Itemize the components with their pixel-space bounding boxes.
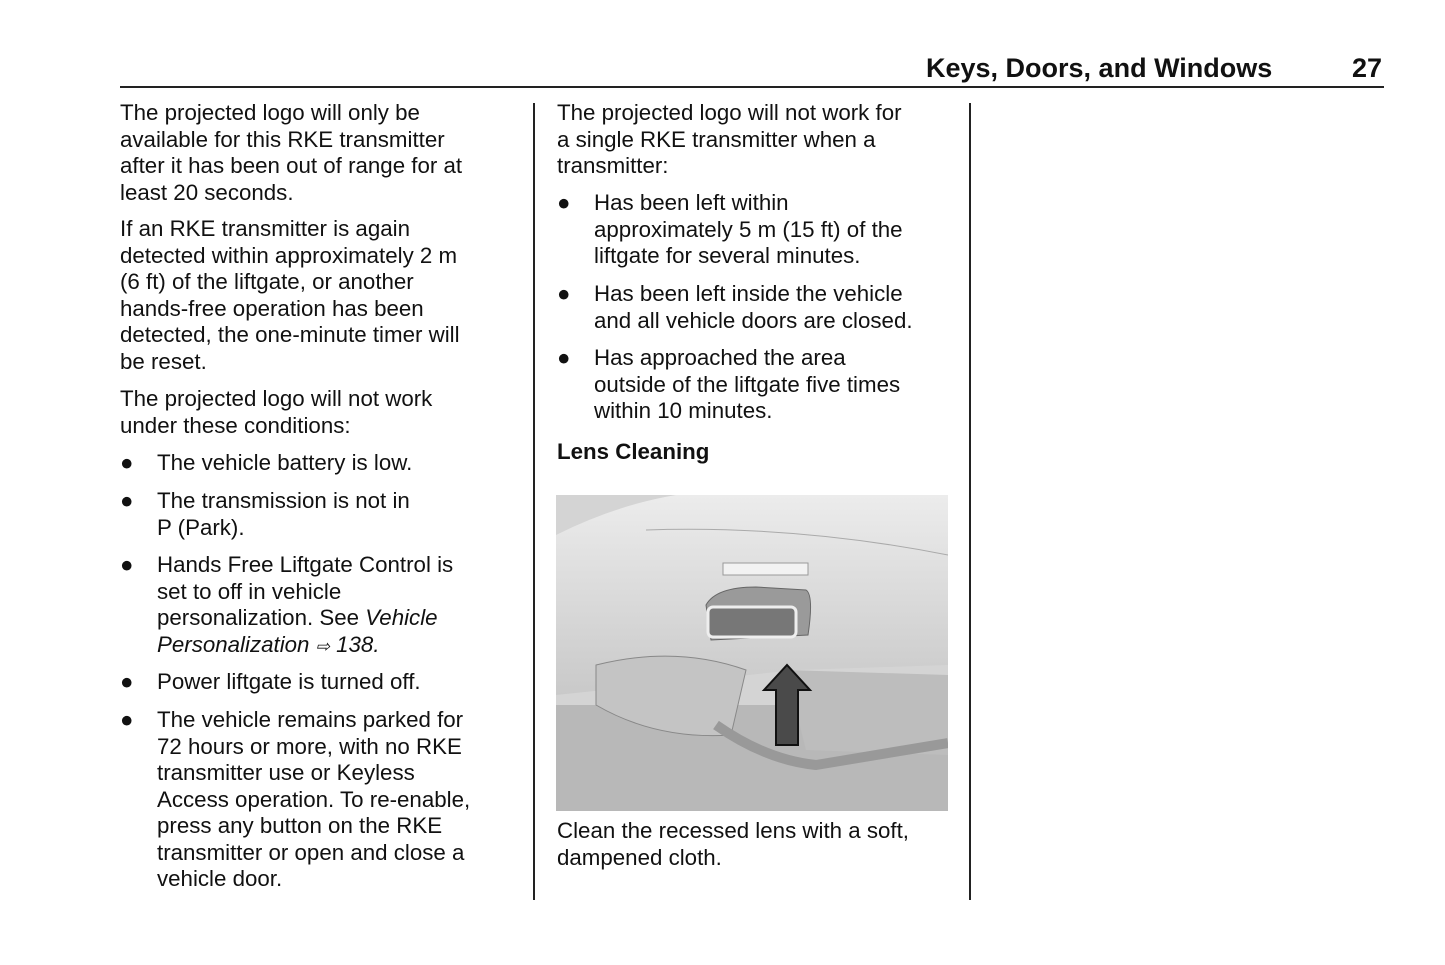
bullet-icon: ● [557,281,571,306]
text-line: The projected logo will not work for [557,100,902,125]
text-line: transmitter use or Keyless [157,760,415,785]
section-title: Keys, Doors, and Windows [926,53,1273,83]
column-divider [533,103,535,900]
text-line: The projected logo will only be [120,100,420,125]
paragraph [120,216,460,375]
text-line: vehicle door. [157,866,283,891]
text-line: available for this RKE transmitter [120,126,445,152]
bullet-icon: ● [120,707,134,732]
bullet-icon: ● [557,345,571,370]
text-line: Has been left inside the vehicle [594,281,903,306]
text-line: outside of the liftgate five times [594,371,901,397]
text-line: The vehicle remains parked for [157,707,464,732]
xref-page[interactable]: 138 [336,631,374,657]
bullet-icon: ● [120,669,134,694]
text-line: Clean the recessed lens with a soft, [557,818,909,843]
text-line: (6 ft) of the liftgate, or another [120,269,414,294]
text-line: be reset. [120,348,207,374]
text-line: Has been left within [594,190,789,215]
text-line: Access operation. To re-enable, [157,786,471,812]
xref-arrow-icon: ⇨ [315,636,330,656]
text-line: If an RKE transmitter is again [120,216,410,241]
text-line: set to off in vehicle [157,578,342,604]
text-line: Power liftgate is turned off. [157,669,421,694]
lens-location-illustration [556,495,948,811]
text-line: press any button on the RKE [157,813,443,838]
text-line: dampened cloth. [557,844,722,870]
text-line: The projected logo will not work [120,386,433,411]
text-line: transmitter: [557,153,669,178]
text-line: transmitter or open and close a [157,839,465,865]
xref-link[interactable]: Vehicle [365,605,438,630]
text-line: P (Park). [157,514,245,540]
text-line: detected, the one-minute timer will [120,322,460,347]
column-divider [969,103,971,900]
header-rule [120,86,1384,88]
text-line: a single RKE transmitter when a [557,126,876,152]
text-line: under these conditions: [120,412,351,438]
text-line: approximately 5 m (15 ft) of the [594,216,903,242]
page-number: 27 [1352,53,1383,83]
paragraph [120,386,432,439]
text-line: Has approached the area [594,345,846,370]
bullet-icon: ● [120,488,134,513]
paragraph [120,100,462,206]
paragraph [557,100,902,180]
bullet-icon: ● [557,190,571,215]
figure-caption [557,818,909,871]
text-line: personalization. See [157,605,366,630]
text-line: hands-free operation has been [120,295,424,321]
bullet-icon: ● [120,450,134,475]
text-line: least 20 seconds. [120,179,294,205]
bullet-icon: ● [120,552,134,577]
section-heading: Lens Cleaning [557,439,710,464]
text-line: 72 hours or more, with no RKE [157,733,462,759]
text-line: The vehicle battery is low. [157,450,413,475]
text-line: Hands Free Liftgate Control is [157,552,454,577]
text-line: liftgate for several minutes. [594,243,861,268]
text-line: within 10 minutes. [594,398,773,423]
text-line: detected within approximately 2 m [120,242,458,268]
text-line: and all vehicle doors are closed. [594,307,913,333]
lens-location-arrow-icon [556,495,948,811]
text-line: The transmission is not in [157,488,410,513]
text-line: after it has been out of range for at [120,153,463,178]
xref-link[interactable]: Personalization [157,631,310,657]
